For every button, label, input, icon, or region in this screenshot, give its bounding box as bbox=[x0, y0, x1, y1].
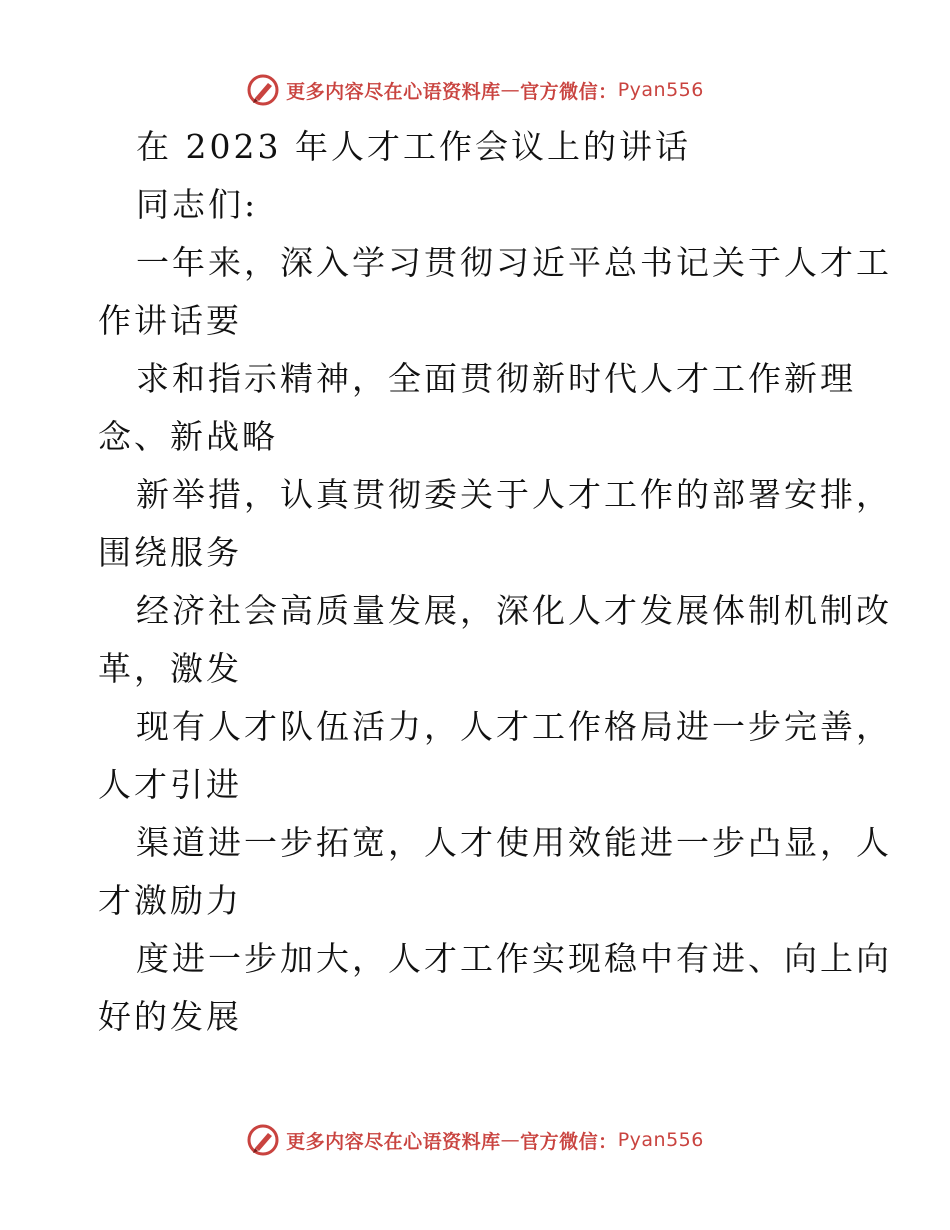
document-title: 在 2023 年人才工作会议上的讲话 bbox=[136, 127, 691, 166]
body-line: 念、新战略 bbox=[98, 417, 278, 456]
document-body bbox=[98, 118, 892, 1046]
watermark-wechat-id: Pyan556 bbox=[617, 1129, 704, 1151]
body-line: 才激励力 bbox=[98, 881, 242, 920]
watermark-separator: — bbox=[500, 79, 521, 101]
watermark-brand: 更多内容尽在心语资料库 bbox=[286, 80, 501, 103]
body-line: 人才引进 bbox=[98, 765, 242, 804]
body-line: 一年来，深入学习贯彻习近平总书记关于人才工 bbox=[136, 243, 892, 282]
watermark-separator: — bbox=[500, 1129, 521, 1151]
pen-logo-icon bbox=[246, 1123, 280, 1157]
body-line: 好的发展 bbox=[98, 997, 242, 1036]
body-line: 经济社会高质量发展，深化人才发展体制机制改 bbox=[136, 591, 892, 630]
footer-watermark bbox=[0, 1120, 950, 1160]
watermark-brand: 更多内容尽在心语资料库 bbox=[286, 1130, 501, 1153]
header-watermark bbox=[0, 70, 950, 110]
body-line: 求和指示精神，全面贯彻新时代人才工作新理 bbox=[136, 359, 856, 398]
watermark-wechat-id: Pyan556 bbox=[617, 79, 704, 101]
body-line: 度进一步加大，人才工作实现稳中有进、向上向 bbox=[136, 939, 892, 978]
body-line: 现有人才队伍活力，人才工作格局进一步完善， bbox=[136, 707, 892, 746]
body-line: 围绕服务 bbox=[98, 533, 242, 572]
pen-logo-icon bbox=[246, 73, 280, 107]
watermark-wechat-label: 官方微信： bbox=[520, 1130, 618, 1153]
watermark-wechat-label: 官方微信： bbox=[520, 80, 618, 103]
salutation: 同志们: bbox=[136, 185, 259, 224]
body-line: 渠道进一步拓宽，人才使用效能进一步凸显，人 bbox=[136, 823, 892, 862]
body-line: 新举措，认真贯彻委关于人才工作的部署安排， bbox=[136, 475, 892, 514]
body-line: 作讲话要 bbox=[98, 301, 242, 340]
body-line: 革，激发 bbox=[98, 649, 242, 688]
